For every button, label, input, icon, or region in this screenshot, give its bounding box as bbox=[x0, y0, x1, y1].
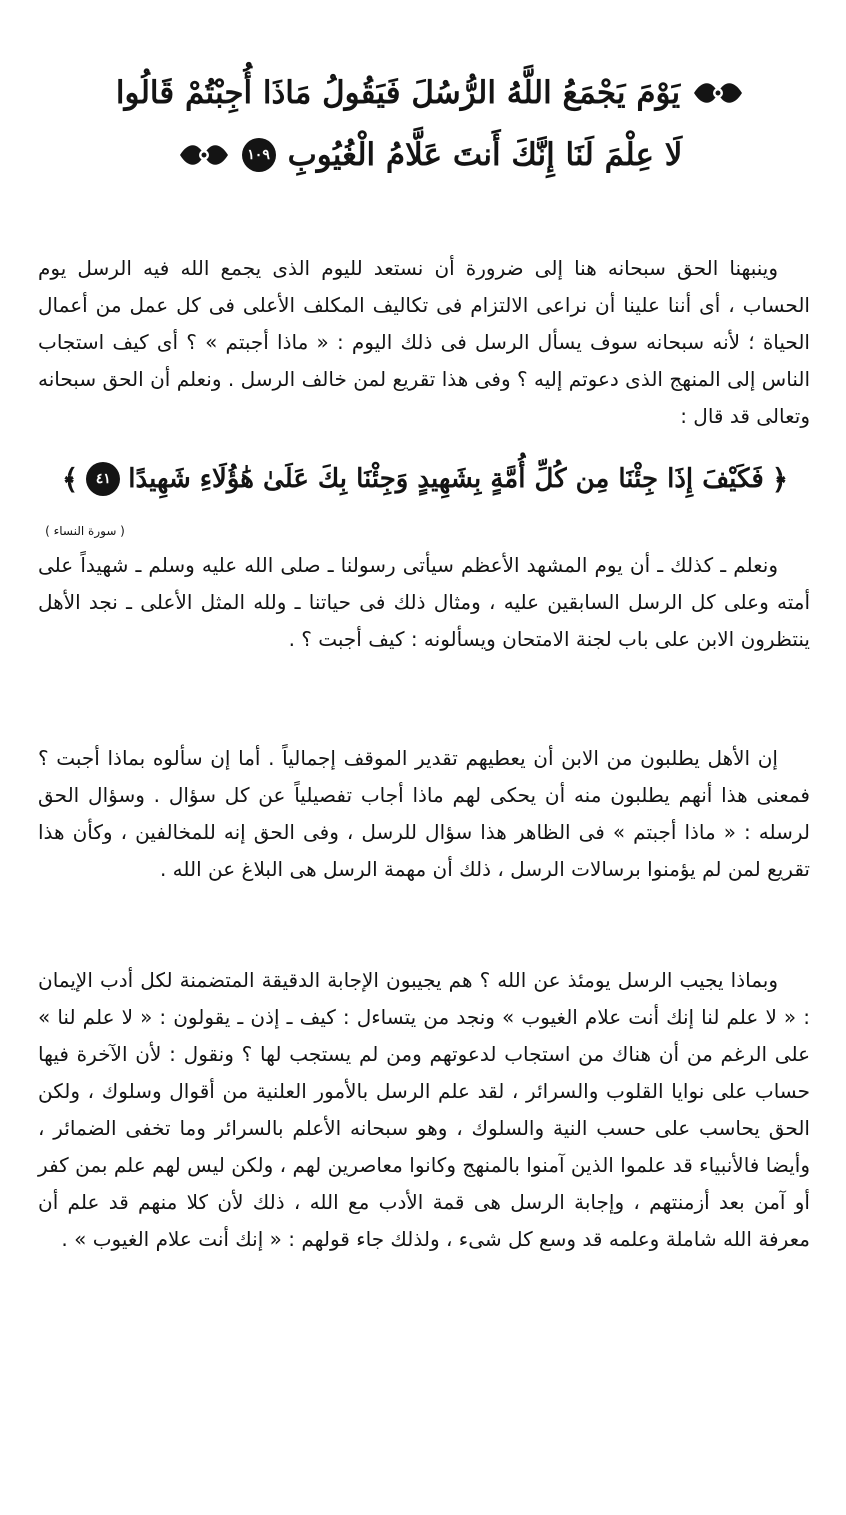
verse-close-brace: ﴾ bbox=[61, 462, 79, 496]
surah-reference: ( سورة النساء ) bbox=[45, 524, 125, 538]
verse-line-1 bbox=[70, 62, 790, 124]
ayah-number-badge: ١٠٩ bbox=[242, 138, 276, 172]
paragraph-3 bbox=[38, 740, 810, 888]
ornament-icon bbox=[692, 78, 744, 108]
verse-line-1-text: يَوْمَ يَجْمَعُ اللَّهُ الرُّسُلَ فَيَقُولُ مَاذَا أُجِبْتُمْ قَالُوا bbox=[115, 75, 681, 111]
quoted-verse-text: فَكَيْفَ إِذَا جِئْنَا مِن كُلِّ أُمَّةٍ بِشَهِيدٍ وَجِئْنَا بِكَ عَلَىٰ هَٰؤُلَاءِ شَهِيدًا bbox=[128, 464, 764, 494]
verse-line-2-text: لَا عِلْمَ لَنَا إِنَّكَ أَنتَ عَلَّامُ الْغُيُوبِ bbox=[287, 137, 683, 173]
paragraph-1 bbox=[38, 250, 810, 435]
quoted-verse bbox=[60, 462, 790, 496]
paragraph-2-text: ونعلم ـ كذلك ـ أن يوم المشهد الأعظم سيأتى رسولنا ـ صلى الله عليه وسلم ـ شهيداً على أمته وعلى كل الرسل السابقين عليه ، ومثال ذلك فى حياتنا ـ ولله المثل الأعلى ـ نجد الأهل ينتظرون الابن على باب لجنة الامتحان ويسألونه : كيف أجبت ؟ . bbox=[38, 553, 810, 651]
paragraph-1-text: وينبهنا الحق سبحانه هنا إلى ضرورة أن نستعد لليوم الذى يجمع الله فيه الرسل يوم الحساب ، أى أننا علينا أن نراعى الالتزام فى تكاليف المكلف الأعلى فى كل عمل من أعمال الحياة ؛ لأنه سبحانه سوف يسأل الرسل فى ذلك اليوم : « ماذا أجبتم » ؟ أى كيف استجاب الناس إلى المنهج الذى دعوتم إليه ؟ وفى هذا تقريع لمن خالف الرسل . ونعلم أن الحق سبحانه وتعالى قد قال : bbox=[38, 256, 810, 428]
paragraph-4 bbox=[38, 962, 810, 1258]
paragraph-4-text: وبماذا يجيب الرسل يومئذ عن الله ؟ هم يجيبون الإجابة الدقيقة المتضمنة لكل أدب الإيمان : « لا علم لنا إنك أنت علام الغيوب » ونجد من يتساءل : كيف ـ إذن ـ يقولون : « لا علم لنا » على الرغم من أن هناك من استجاب لدعوتهم ومن لم يستجب لها ؟ ونقول : لأن الآخرة فيها حساب على نوايا القلوب والسرائر ، لقد علم الرسل بالأمور العلنية من أقوال وسلوك ، ولكن الحق يحاسب على حسب النية والسلوك ، وهو سبحانه الأعلم بالسرائر وما تخفى الضمائر ، وأيضا فالأنبياء قد علموا الذين آمنوا بالمنهج وكانوا معاصرين لهم ، ولكن ليس لهم علم بمن كفر أو آمن بعد أزمنتهم ، وإجابة الرسل هى قمة الأدب مع الله ، ذلك لأن كلا منهم قد علم أن معرفة الله شاملة وعلمه قد وسع كل شىء ، ولذلك جاء قولهم : « إنك أنت علام الغيوب » . bbox=[38, 968, 810, 1251]
quoted-ayah-number: ٤١ bbox=[86, 462, 120, 496]
verse-block bbox=[70, 62, 790, 186]
ornament-icon bbox=[178, 140, 230, 170]
verse-open-brace: ﴿ bbox=[771, 462, 789, 496]
verse-line-2 bbox=[70, 124, 790, 186]
paragraph-2 bbox=[38, 547, 810, 658]
paragraph-3-text: إن الأهل يطلبون من الابن أن يعطيهم تقدير الموقف إجمالياً . أما إن سألوه بماذا أجبت ؟ فمعنى هذا أنهم يطلبون منه أن يحكى لهم ماذا أجاب تفصيلياً عن كل سؤال . وسؤال الحق لرسله : « ماذا أجبتم » فى الظاهر هذا سؤال للرسل ، وفى الحق إنه للمخالفين ، وكأن هذا تقريع لمن لم يؤمنوا برسالات الرسل ، ذلك أن مهمة الرسل هى البلاغ عن الله . bbox=[38, 746, 810, 881]
